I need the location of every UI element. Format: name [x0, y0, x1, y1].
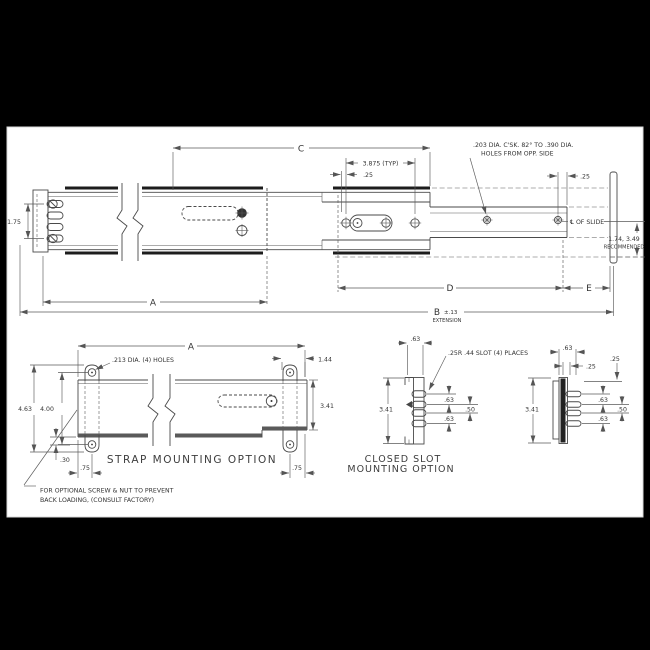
recommended-line1: 1.74, 3.49: [608, 236, 640, 243]
dim-label-341: 3.41: [379, 406, 393, 414]
note-line2: BACK LOADING, (CONSULT FACTORY): [40, 497, 155, 504]
dim-label-30: .30: [60, 457, 70, 464]
dim-label-400: 4.00: [40, 406, 54, 413]
strap-view-title: STRAP MOUNTING OPTION: [106, 454, 278, 466]
closed-slot-title-line2: MOUNTING OPTION: [347, 464, 455, 475]
dim-label-b: B: [433, 308, 441, 318]
dim-label-175: 1.75: [7, 219, 21, 226]
dim-label-50: .50: [465, 406, 475, 414]
dim-label-341: 3.41: [525, 406, 539, 414]
dim-label-extension: EXTENSION: [432, 318, 462, 324]
closed-slot-title-line1: CLOSED SLOT: [364, 454, 442, 465]
dim-label-25-a: .25: [586, 363, 596, 371]
dim-label-d: D: [446, 284, 454, 294]
dim-label-25-b: .25: [610, 356, 620, 363]
dim-label-25-right: .25: [580, 173, 590, 181]
dim-label-63-a: .63: [444, 397, 454, 404]
dim-label-63-top: .63: [562, 345, 573, 352]
dim-label-c: C: [297, 144, 305, 155]
recommended-line2: RECOMMENDED: [603, 244, 645, 251]
paper-area: [7, 127, 643, 517]
dim-label-3875: 3.875 (TYP): [362, 160, 399, 168]
dim-label-b-tol: ±.13: [444, 310, 458, 316]
dim-label-63-b: .63: [598, 416, 608, 423]
dim-label-a: A: [187, 342, 195, 353]
note-line1: FOR OPTIONAL SCREW & NUT TO PREVENT: [40, 487, 174, 495]
slide-section-fill: [561, 379, 566, 443]
dim-label-75-left: .75: [80, 465, 90, 472]
hole-note-line1: .203 DIA. C'SK. 82° TO .390 DIA.: [473, 142, 574, 149]
dim-label-63-b: .63: [444, 416, 454, 423]
dim-label-63-top: .63: [410, 336, 421, 343]
holes-note: .213 DIA. (4) HOLES: [112, 357, 174, 364]
dim-label-a: A: [149, 298, 157, 309]
slot-note: .25R .44 SLOT (4) PLACES: [448, 350, 529, 357]
hole-note-line2: HOLES FROM OPP. SIDE: [481, 150, 554, 158]
dim-label-341: 3.41: [320, 403, 334, 410]
centerline-label: ℄ OF SLIDE: [570, 219, 605, 226]
dim-label-75-right: .75: [292, 465, 302, 472]
dim-label-63-a: .63: [598, 397, 608, 404]
dim-label-463: 4.63: [18, 406, 32, 413]
dim-label-50: .50: [617, 406, 627, 414]
dim-label-e: E: [586, 284, 592, 294]
dim-label-25-left: .25: [363, 172, 373, 179]
dim-label-144: 1.44: [318, 356, 332, 364]
